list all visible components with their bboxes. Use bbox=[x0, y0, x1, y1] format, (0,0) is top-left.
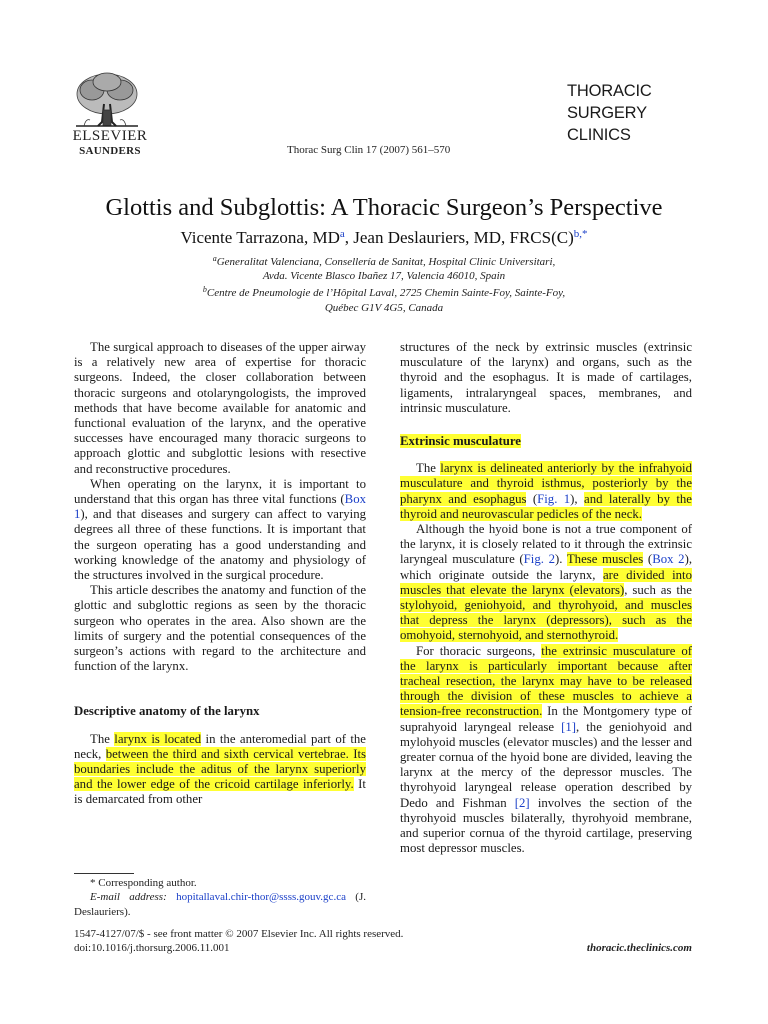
publisher-name: ELSEVIER bbox=[72, 128, 148, 144]
paragraph: structures of the neck by extrinsic muscles (extrinsic musculature of the larynx) and organs, such as the thyroid and the esophagus. It is made of cartilages, ligaments, intralaryngeal spaces, membranes, and intrinsic musculature. bbox=[400, 340, 692, 415]
highlighted-text: larynx is delineated anteriorly by the infrahyoid musculature and thyroid isthmus, posteriorly by the pharynx and esophagus bbox=[400, 461, 692, 506]
highlighted-text: are divided into muscles that elevate the larynx (elevators) bbox=[400, 567, 693, 597]
highlighted-text: larynx is located bbox=[114, 731, 202, 746]
text: , such as the bbox=[624, 582, 692, 597]
publisher-imprint: SAUNDERS bbox=[79, 145, 141, 157]
corresponding-author-note: * Corresponding author. bbox=[90, 877, 197, 889]
article-title: Glottis and Subglottis: A Thoracic Surgeon’s Perspective bbox=[105, 194, 663, 221]
section-heading: Descriptive anatomy of the larynx bbox=[74, 704, 260, 719]
email-line bbox=[74, 890, 366, 919]
highlighted-text: between the third and sixth cervical vertebrae. Its boundaries include the aditus of the larynx superiorly and the lower edge of the cricoid cartilage inferiorly. bbox=[74, 746, 366, 792]
author-separator: , bbox=[344, 228, 354, 247]
highlighted-text: and laterally by the thyroid and neurovascular pedicles of the neck. bbox=[400, 491, 692, 521]
highlighted-text: These muscles bbox=[566, 552, 644, 567]
highlighted-text: the extrinsic musculature of the larynx is particularly important because after tracheal resection, the larynx may have to be released through the division of these muscles to achieve a tension-free reconstruction. bbox=[400, 643, 693, 719]
affiliation-text: Generalitat Valenciana, Consellería de Sanitat, Hospital Clinic Universitari, bbox=[216, 256, 556, 268]
box-link[interactable]: Box 2 bbox=[652, 552, 685, 567]
paragraph bbox=[74, 477, 366, 583]
reference-link[interactable]: [2] bbox=[514, 795, 530, 810]
reference-link[interactable]: [1] bbox=[561, 719, 577, 734]
text: In the Montgomery type of suprahyoid laryngeal release bbox=[400, 704, 692, 734]
text: When operating on the larynx, it is important to understand that this organ has three vital functions ( bbox=[74, 476, 366, 507]
text: , the geniohyoid and mylohyoid muscles (elevator muscles) and the lesser and greater cornua of the hyoid bone are divided, leaving the larynx at the mercy of the depressor muscles. The thyrohyoid laryngeal release operation described by Dedo and Fishman bbox=[400, 719, 692, 810]
affiliation-link[interactable]: a bbox=[339, 228, 345, 240]
section-heading bbox=[400, 434, 692, 449]
journal-title-line: THORACIC bbox=[567, 82, 652, 100]
text: involves the section of the thyrohyoid muscles bilaterally, thyrohyoid membrane, and superior cornua of the thyroid cartilage, preserving most depressor muscles. bbox=[400, 795, 692, 856]
highlighted-text: Extrinsic musculature bbox=[400, 434, 521, 449]
text: The bbox=[416, 461, 441, 476]
affiliation-text: Avda. Vicente Blasco Ibañez 17, Valencia 46010, Spain bbox=[262, 270, 506, 283]
journal-citation: Thorac Surg Clin 17 (2007) 561–570 bbox=[287, 144, 451, 156]
author-name: Jean Deslauriers, MD, FRCS(C) bbox=[353, 228, 574, 247]
left-column bbox=[74, 340, 366, 808]
paragraph: This article describes the anatomy and function of the glottic and subglottic regions as seen by the thoracic surgeon who operates in the area. Also shown are the limits of surgery and the potential consequences of the surgeon’s actions with regard to the architecture and function of the larynx. bbox=[74, 583, 366, 674]
text: For thoracic surgeons, bbox=[416, 643, 542, 658]
text: ). bbox=[554, 552, 567, 567]
journal-title-line: CLINICS bbox=[567, 126, 631, 144]
paragraph bbox=[400, 461, 692, 522]
paragraph: The surgical approach to diseases of the upper airway is a relatively new area of expertise for thoracic surgeons. Indeed, the closer collaboration between thoracic surgeons and otolaryngologists, the improved methods that have become available for anatomic and functional evaluation of the larynx, and the operative successes have encouraged many thoracic surgeons to approach glottic and subglottic lesions with resective and reconstructive procedures. bbox=[74, 340, 366, 476]
footnote bbox=[74, 876, 366, 919]
copyright-line: 1547-4127/07/$ - see front matter © 2007 Elsevier Inc. All rights reserved. bbox=[74, 928, 404, 940]
text: ( bbox=[526, 491, 538, 506]
text: ), which originate outside the larynx, bbox=[400, 552, 693, 582]
affiliation-marker: a bbox=[212, 254, 217, 263]
email-suffix: (J. Deslauriers). bbox=[74, 891, 366, 918]
text: in the anteromedial part of the neck, bbox=[74, 731, 366, 761]
journal-title-line: SURGERY bbox=[567, 104, 647, 122]
text: It is demarcated from other bbox=[74, 777, 366, 807]
affiliation-b bbox=[0, 283, 768, 300]
box-link[interactable]: Box 1 bbox=[74, 492, 366, 522]
affiliation-a bbox=[0, 252, 768, 269]
journal-title bbox=[567, 80, 652, 146]
paragraph bbox=[74, 732, 366, 808]
email-link[interactable]: hopitallaval.chir-thor@ssss.gouv.gc.ca bbox=[176, 891, 346, 904]
text: Although the hyoid bone is not a true component of the larynx, it is closely related to it through the extrinsic laryngeal musculature ( bbox=[400, 522, 692, 567]
affiliation-text: Centre de Pneumologie de l’Hôpital Laval, 2725 Chemin Sainte-Foy, Sainte-Foy, bbox=[206, 287, 566, 300]
text: The bbox=[90, 731, 115, 746]
affiliation-text: Québec G1V 4G5, Canada bbox=[324, 301, 444, 314]
paragraph bbox=[400, 522, 692, 644]
doi[interactable]: doi:10.1016/j.thorsurg.2006.11.001 bbox=[74, 942, 230, 954]
figure-link[interactable]: Fig. 1 bbox=[537, 491, 571, 506]
paragraph bbox=[400, 644, 692, 857]
affiliation-link[interactable]: b,* bbox=[573, 228, 588, 240]
journal-website[interactable]: thoracic.theclinics.com bbox=[586, 942, 692, 954]
figure-link[interactable]: Fig. 2 bbox=[523, 552, 555, 567]
affiliations bbox=[0, 252, 768, 315]
text: ( bbox=[643, 552, 653, 567]
affiliation-marker: b bbox=[202, 285, 207, 295]
email-label: E-mail address: bbox=[90, 891, 167, 904]
highlighted-text: stylohyoid, geniohyoid, and thyrohyoid, and muscles that depress the larynx (depressors), such as the omohyoid, sternohyoid, and sternothyroid. bbox=[400, 598, 692, 643]
text: ), bbox=[570, 491, 585, 506]
author-name: Vicente Tarrazona, MD bbox=[180, 228, 340, 247]
footnote-divider bbox=[74, 873, 134, 874]
author-list bbox=[0, 228, 768, 248]
right-column bbox=[400, 340, 692, 857]
text: ), and that diseases and surgery can affect to varying degrees all three of these functions. It is important that the surgeon operating has a good understanding and working knowledge of the anatomy and physiology of the structures involved in the surgical procedure. bbox=[74, 507, 366, 583]
